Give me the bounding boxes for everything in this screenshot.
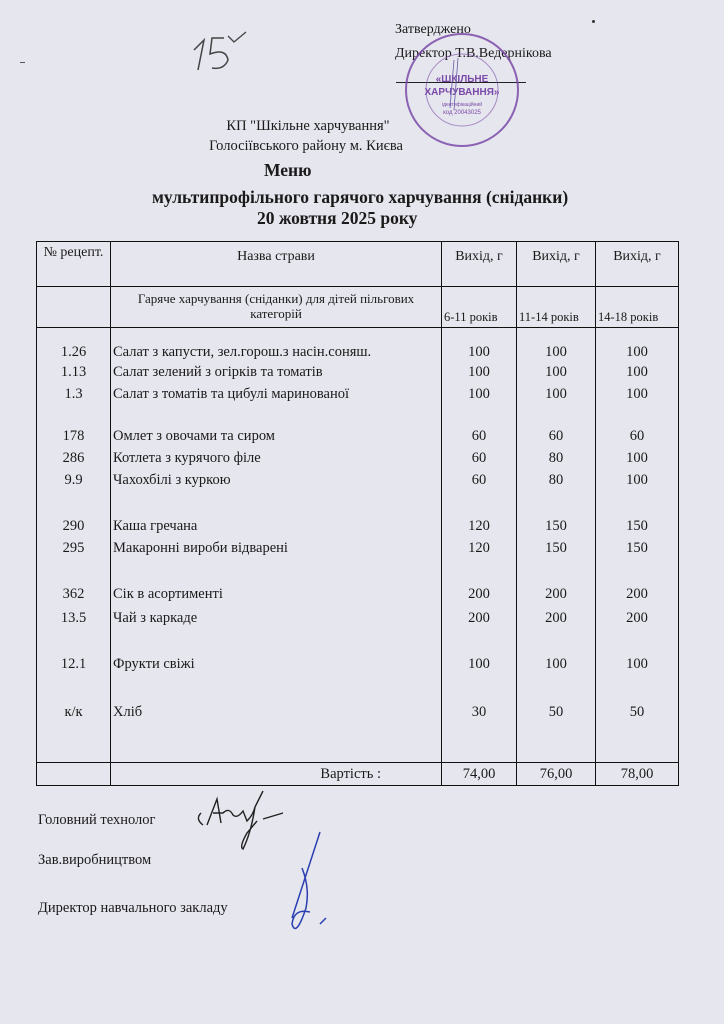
recipe-number: 286 — [62, 450, 85, 466]
yield-6-11: 120 — [468, 540, 490, 556]
yield-6-11: 30 — [471, 704, 487, 720]
header-yield-14-18: Вихід, г — [596, 242, 679, 287]
dish-name: Сік в асортименті — [113, 586, 223, 602]
yield-11-14: 60 — [548, 428, 564, 444]
yield-11-14: 200 — [545, 610, 567, 626]
recipe-number: 295 — [62, 540, 85, 556]
table-total-row — [37, 763, 679, 786]
yield-6-11: 100 — [468, 656, 490, 672]
dish-name: Салат зелений з огірків та томатів — [113, 364, 323, 380]
recipe-number: 13.5 — [60, 610, 87, 626]
recipe-number: 1.13 — [60, 364, 87, 380]
yield-6-11: 60 — [471, 472, 487, 488]
total-14-18: 78,00 — [596, 763, 679, 786]
dish-name: Чахохбілі з куркою — [113, 472, 231, 488]
yield-11-14: 100 — [545, 386, 567, 402]
recipe-number: 290 — [62, 518, 85, 534]
header-yield-11-14: Вихід, г — [517, 242, 596, 287]
dish-name: Каша гречана — [113, 518, 198, 534]
header-dish-name: Назва страви — [111, 242, 442, 287]
dish-name: Омлет з овочами та сиром — [113, 428, 275, 444]
handwritten-page-number — [190, 28, 250, 73]
dish-name: Хліб — [113, 704, 143, 720]
yield-14-18: 150 — [626, 518, 648, 534]
category-label: Гаряче харчування (сніданки) для дітей пільгових категорій — [111, 287, 442, 328]
svg-text:ідентифікаційний: ідентифікаційний — [441, 102, 483, 108]
yield-6-11-column — [442, 328, 517, 763]
recipe-numbers-column — [37, 328, 111, 763]
yield-14-18: 100 — [626, 364, 648, 380]
approval-director: Директор Т.В.Ведернікова — [395, 46, 552, 61]
yield-14-18: 200 — [626, 586, 648, 602]
director-signature — [280, 828, 340, 948]
dish-name: Макаронні вироби відварені — [113, 540, 288, 556]
yield-11-14: 80 — [548, 472, 564, 488]
svg-text:код 20043025: код 20043025 — [443, 110, 481, 116]
recipe-number: 362 — [62, 586, 85, 602]
yield-11-14: 100 — [545, 344, 567, 360]
yield-6-11: 100 — [468, 364, 490, 380]
dish-name: Фрукти свіжі — [113, 656, 195, 672]
document-title: Меню — [264, 160, 312, 180]
yield-6-11: 100 — [468, 344, 490, 360]
dish-names-column — [111, 328, 442, 763]
recipe-number: 12.1 — [60, 656, 87, 672]
table-body-row — [37, 328, 679, 763]
table-header-row — [37, 242, 679, 287]
school-director-label: Директор навчального закладу — [38, 900, 228, 916]
scan-speck — [592, 20, 595, 23]
yield-14-18: 100 — [626, 344, 648, 360]
scan-mark — [20, 62, 25, 63]
organization-district: Голосіївського району м. Києва — [209, 138, 403, 154]
dish-name: Котлета з курячого філе — [113, 450, 261, 466]
recipe-number: к/к — [64, 704, 83, 720]
yield-6-11: 200 — [468, 586, 490, 602]
yield-14-18: 200 — [626, 610, 648, 626]
table-subheader-row — [37, 287, 679, 328]
age-group-11-14: 11-14 років — [517, 287, 596, 328]
svg-text:«ШКІЛЬНЕ: «ШКІЛЬНЕ — [435, 74, 489, 85]
yield-14-18: 150 — [626, 540, 648, 556]
yield-11-14: 100 — [545, 364, 567, 380]
yield-11-14: 100 — [545, 656, 567, 672]
total-6-11: 74,00 — [442, 763, 517, 786]
age-group-6-11: 6-11 років — [442, 287, 517, 328]
yield-6-11: 60 — [471, 450, 487, 466]
yield-14-18-column — [596, 328, 679, 763]
production-manager-label: Зав.виробництвом — [38, 852, 152, 868]
dish-name: Салат з капусти, зел.горош.з насін.соняш. — [113, 344, 372, 360]
total-label: Вартість : — [111, 763, 442, 786]
yield-14-18: 100 — [626, 472, 648, 488]
recipe-number: 178 — [62, 428, 85, 444]
yield-11-14: 50 — [548, 704, 564, 720]
dish-name: Салат з томатів та цибулі маринованої — [113, 386, 350, 402]
yield-6-11: 200 — [468, 610, 490, 626]
total-empty — [37, 763, 111, 786]
chief-technologist-label: Головний технолог — [38, 812, 156, 828]
organization-name: КП "Шкільне харчування" — [226, 118, 390, 134]
recipe-number: 1.3 — [64, 386, 83, 402]
yield-11-14: 80 — [548, 450, 564, 466]
subheader-empty — [37, 287, 111, 328]
recipe-number: 9.9 — [64, 472, 83, 488]
dish-name: Чай з каркаде — [113, 610, 198, 626]
yield-6-11: 60 — [471, 428, 487, 444]
yield-14-18: 100 — [626, 656, 648, 672]
yield-6-11: 100 — [468, 386, 490, 402]
yield-14-18: 50 — [629, 704, 645, 720]
yield-14-18: 100 — [626, 386, 648, 402]
approval-label: Затверджено — [395, 22, 471, 37]
menu-table — [36, 241, 679, 786]
svg-text:ХАРЧУВАННЯ»: ХАРЧУВАННЯ» — [424, 87, 500, 98]
total-11-14: 76,00 — [517, 763, 596, 786]
document-subtitle: мультипрофільного гарячого харчування (сніданки) — [152, 187, 569, 207]
recipe-number: 1.26 — [60, 344, 87, 360]
yield-11-14: 150 — [545, 540, 567, 556]
yield-6-11: 120 — [468, 518, 490, 534]
document-date: 20 жовтня 2025 року — [257, 208, 418, 228]
yield-11-14: 200 — [545, 586, 567, 602]
yield-11-14-column — [517, 328, 596, 763]
yield-14-18: 60 — [629, 428, 645, 444]
age-group-14-18: 14-18 років — [596, 287, 679, 328]
yield-14-18: 100 — [626, 450, 648, 466]
header-recipe-no: № рецепт. — [37, 242, 111, 287]
header-yield-6-11: Вихід, г — [442, 242, 517, 287]
yield-11-14: 150 — [545, 518, 567, 534]
